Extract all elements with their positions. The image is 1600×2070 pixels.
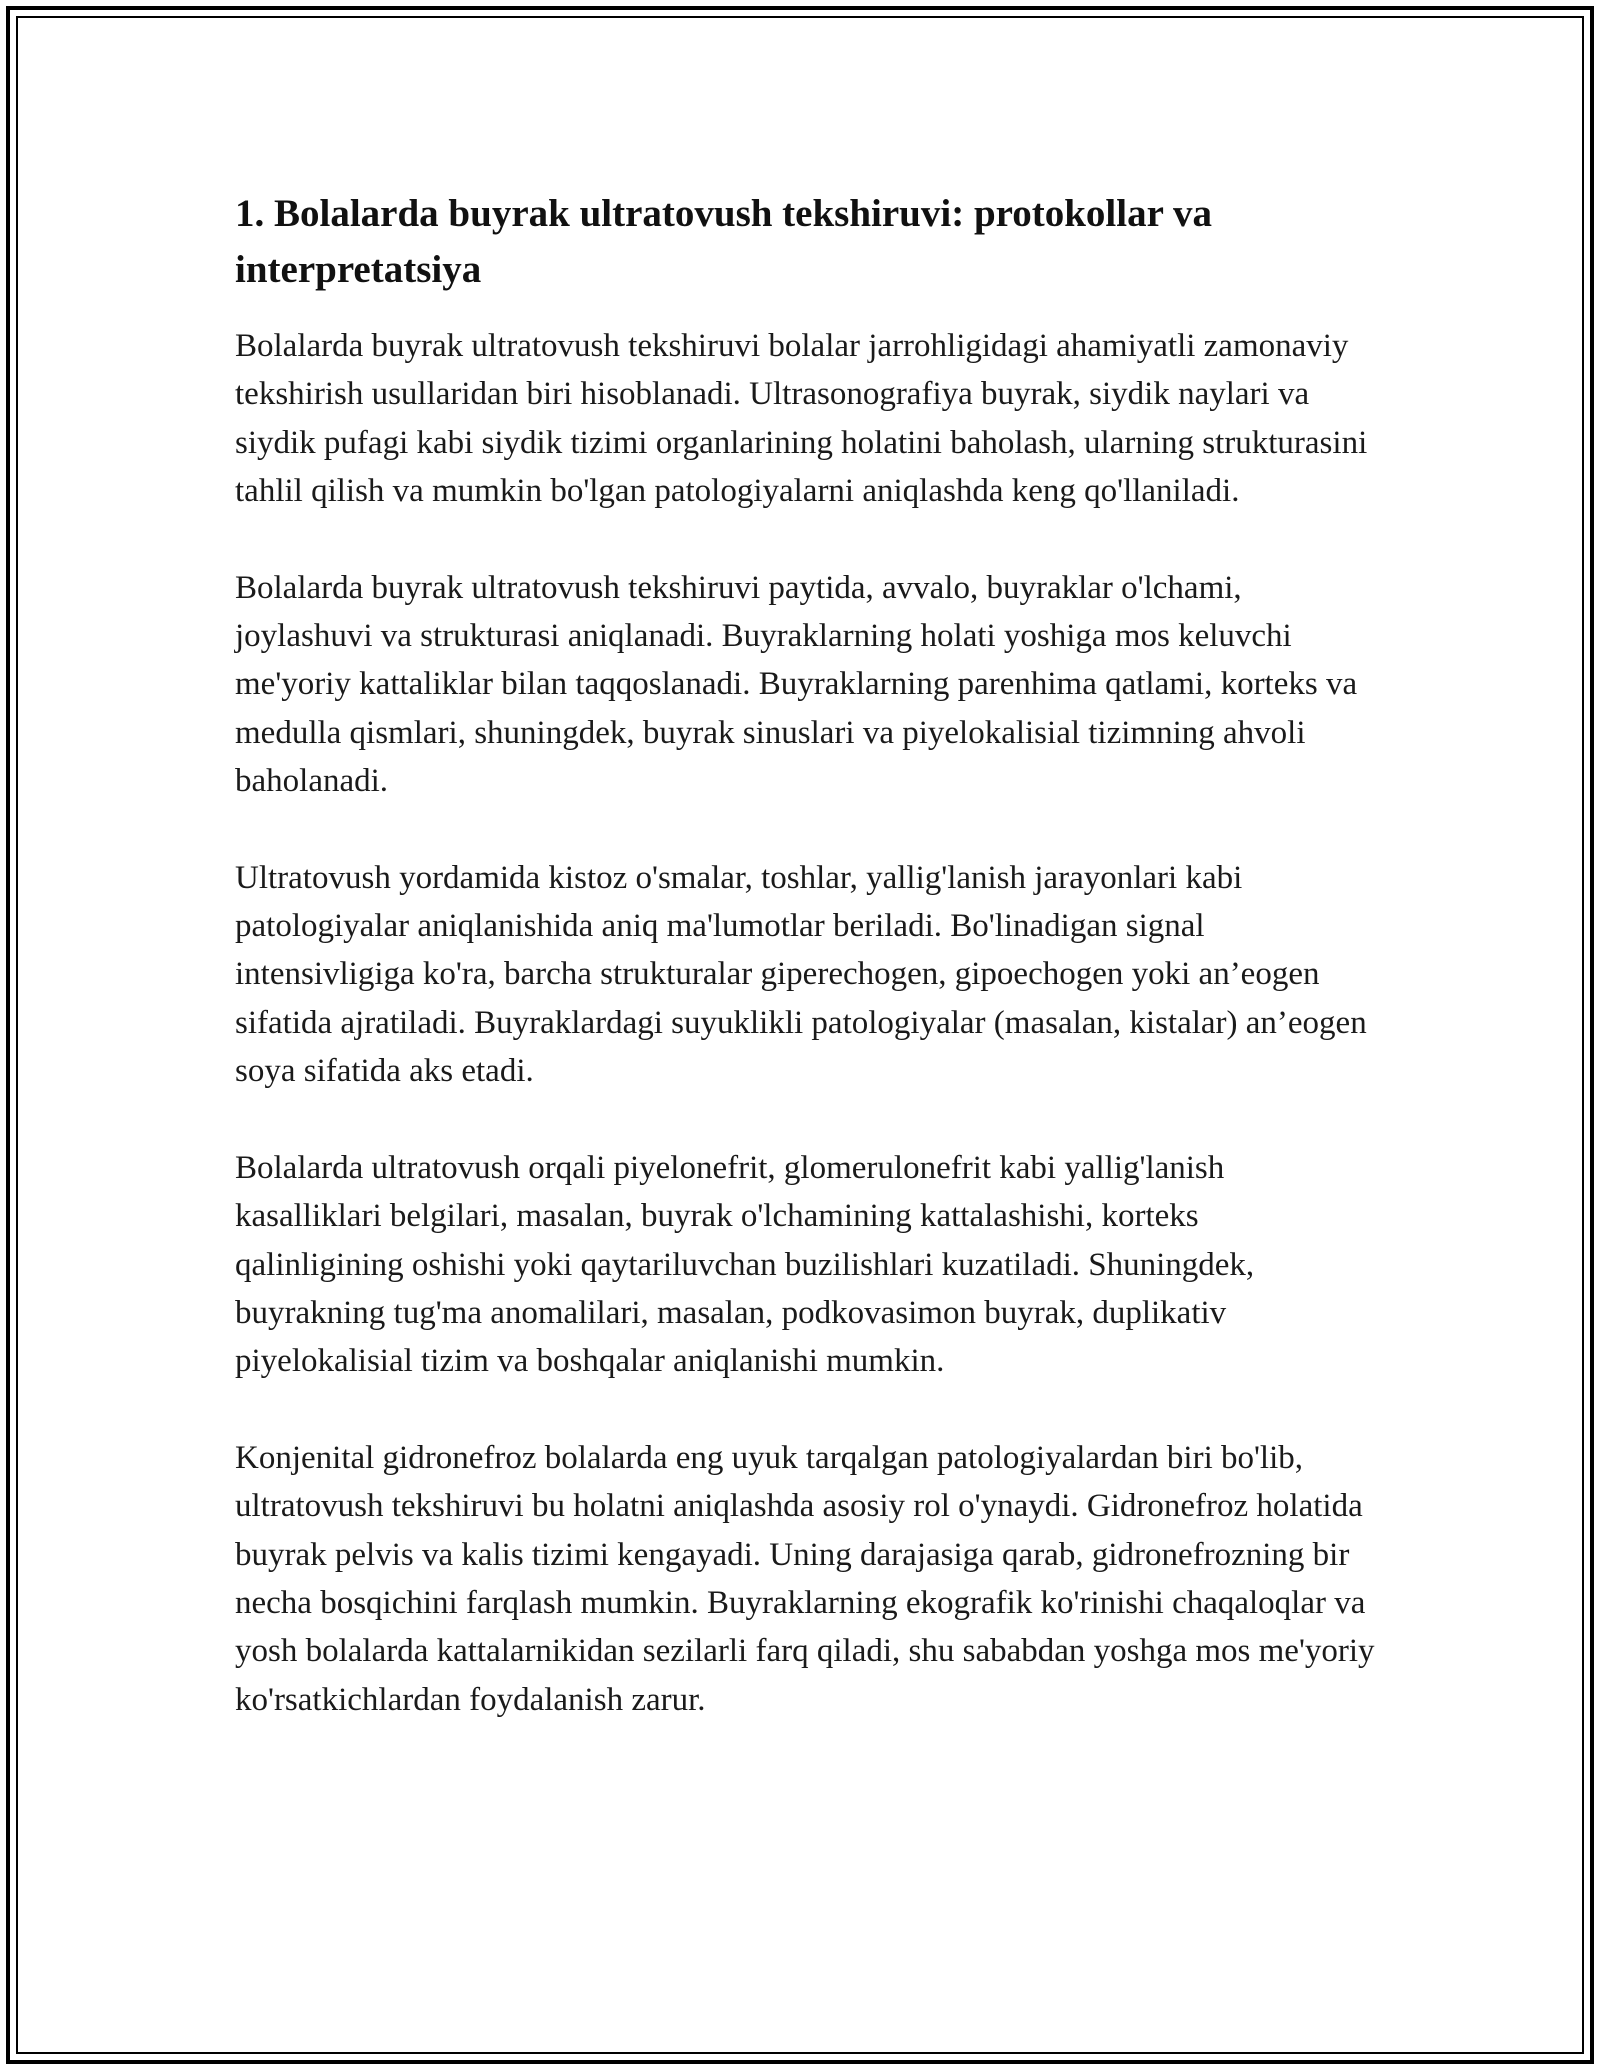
section-heading: 1. Bolalarda buyrak ultratovush tekshiruvi: protokollar va interpretatsiya (235, 192, 1212, 291)
paragraph-1: Bolalarda buyrak ultratovush tekshiruvi bolalar jarrohligidagi ahamiyatli zamonaviy tekshirish usullaridan biri hisoblanadi. Ultrasonografiya buyrak, siydik naylari va siydik pufagi kabi siydik tizimi organlarining holatini baholash, ularning strukturasini tahlil qilish va mumkin bo'lgan patologiyalarni aniqlashda keng qo'llaniladi. (235, 328, 1368, 510)
paragraph-3: Ultratovush yordamida kistoz o'smalar, toshlar, yallig'lanish jarayonlari kabi patologiyalar aniqlanishida aniq ma'lumotlar beriladi. Bo'linadigan signal intensivligiga ko'ra, barcha strukturalar giperechogen, gipoechogen yoki an’eogen sifatida ajratiladi. Buyraklardagi suyuklikli patologiyalar (masalan, kistalar) an’eogen soya sifatida aks etadi. (235, 859, 1367, 1090)
paragraph-4: Bolalarda ultratovush orqali piyelonefrit, glomerulonefrit kabi yallig'lanish kasalliklari belgilari, masalan, buyrak o'lchamining kattalashishi, korteks qalinligining oshishi yoki qaytariluvchan buzilishlari kuzatiladi. Shuningdek, buyrakning tug'ma anomalilari, masalan, podkovasimon buyrak, duplikativ piyelokalisial tizim va boshqalar aniqlanishi mumkin. (235, 1149, 1255, 1380)
paragraph-5: Konjenital gidronefroz bolalarda eng uyuk tarqalgan patologiyalardan biri bo'lib, ultratovush tekshiruvi bu holatni aniqlashda asosiy rol o'ynaydi. Gidronefroz holatida buyrak pelvis va kalis tizimi kengayadi. Uning darajasiga qarab, gidronefrozning bir necha bosqichini farqlash mumkin. Buyraklarning ekografik ko'rinishi chaqaloqlar va yosh bolalarda kattalarnikidan sezilarli farq qiladi, shu sababdan yoshga mos me'yoriy ko'rsatkichlardan foydalanish zarur. (235, 1439, 1375, 1718)
document-body (235, 186, 1375, 1772)
paragraph-2: Bolalarda buyrak ultratovush tekshiruvi paytida, avvalo, buyraklar o'lchami, joylashuvi va strukturasi aniqlanadi. Buyraklarning holati yoshiga mos keluvchi me'yoriy kattaliklar bilan taqqoslanadi. Buyraklarning parenhima qatlami, korteks va medulla qismlari, shuningdek, buyrak sinuslari va piyelokalisial tizimning ahvoli baholanadi. (235, 569, 1358, 800)
